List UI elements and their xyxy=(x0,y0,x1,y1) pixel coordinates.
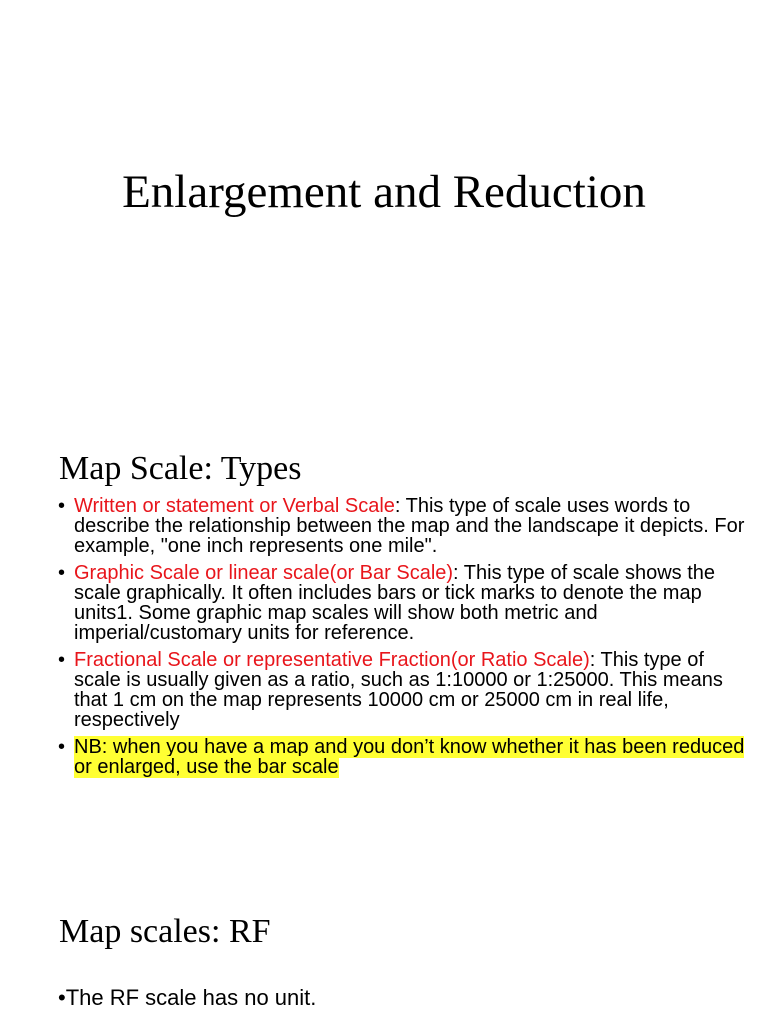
section-heading-map-scale-types: Map Scale: Types xyxy=(59,450,302,487)
bullet-dot: • xyxy=(58,495,66,517)
bullet-label: Fractional Scale or representative Fraction(or Ratio Scale) xyxy=(74,649,590,671)
bullet-dot: • xyxy=(58,985,66,1010)
list-item-nb-note xyxy=(58,737,748,777)
bullet-dot: • xyxy=(58,649,66,671)
list-item-rf-no-unit xyxy=(58,984,316,1012)
nb-highlight: NB: when you have a map and you don’t know whether it has been reduced or enlarged, use the bar scale xyxy=(74,736,745,778)
bullet-text: : This type of scale shows the scale graphically. It often includes bars or tick marks to denote the map units1. Some graphic map scales will show both metric and imperial/customary units for reference. xyxy=(74,562,716,644)
bullet-label: Written or statement or Verbal Scale xyxy=(74,495,395,517)
bullet-label: Graphic Scale or linear scale(or Bar Scale) xyxy=(74,562,454,584)
bullet-text: : This type of scale is usually given as a ratio, such as 1:10000 or 1:25000. This means that 1 cm on the map represents 10000 cm or 25000 cm in real life, respectively xyxy=(74,649,723,731)
section-heading-map-scales-rf: Map scales: RF xyxy=(59,913,271,950)
bullet-text: The RF scale has no unit. xyxy=(65,985,317,1010)
scale-types-list xyxy=(58,496,748,784)
list-item-verbal-scale xyxy=(58,496,748,556)
list-item-fractional-scale xyxy=(58,650,748,730)
bullet-dot: • xyxy=(58,562,66,584)
bullet-dot: • xyxy=(58,736,66,758)
slide-title: Enlargement and Reduction xyxy=(122,166,646,218)
bullet-text: : This type of scale uses words to describe the relationship between the map and the landscape it depicts. For example, "one inch represents one mile". xyxy=(74,495,745,557)
list-item-graphic-scale xyxy=(58,563,748,643)
